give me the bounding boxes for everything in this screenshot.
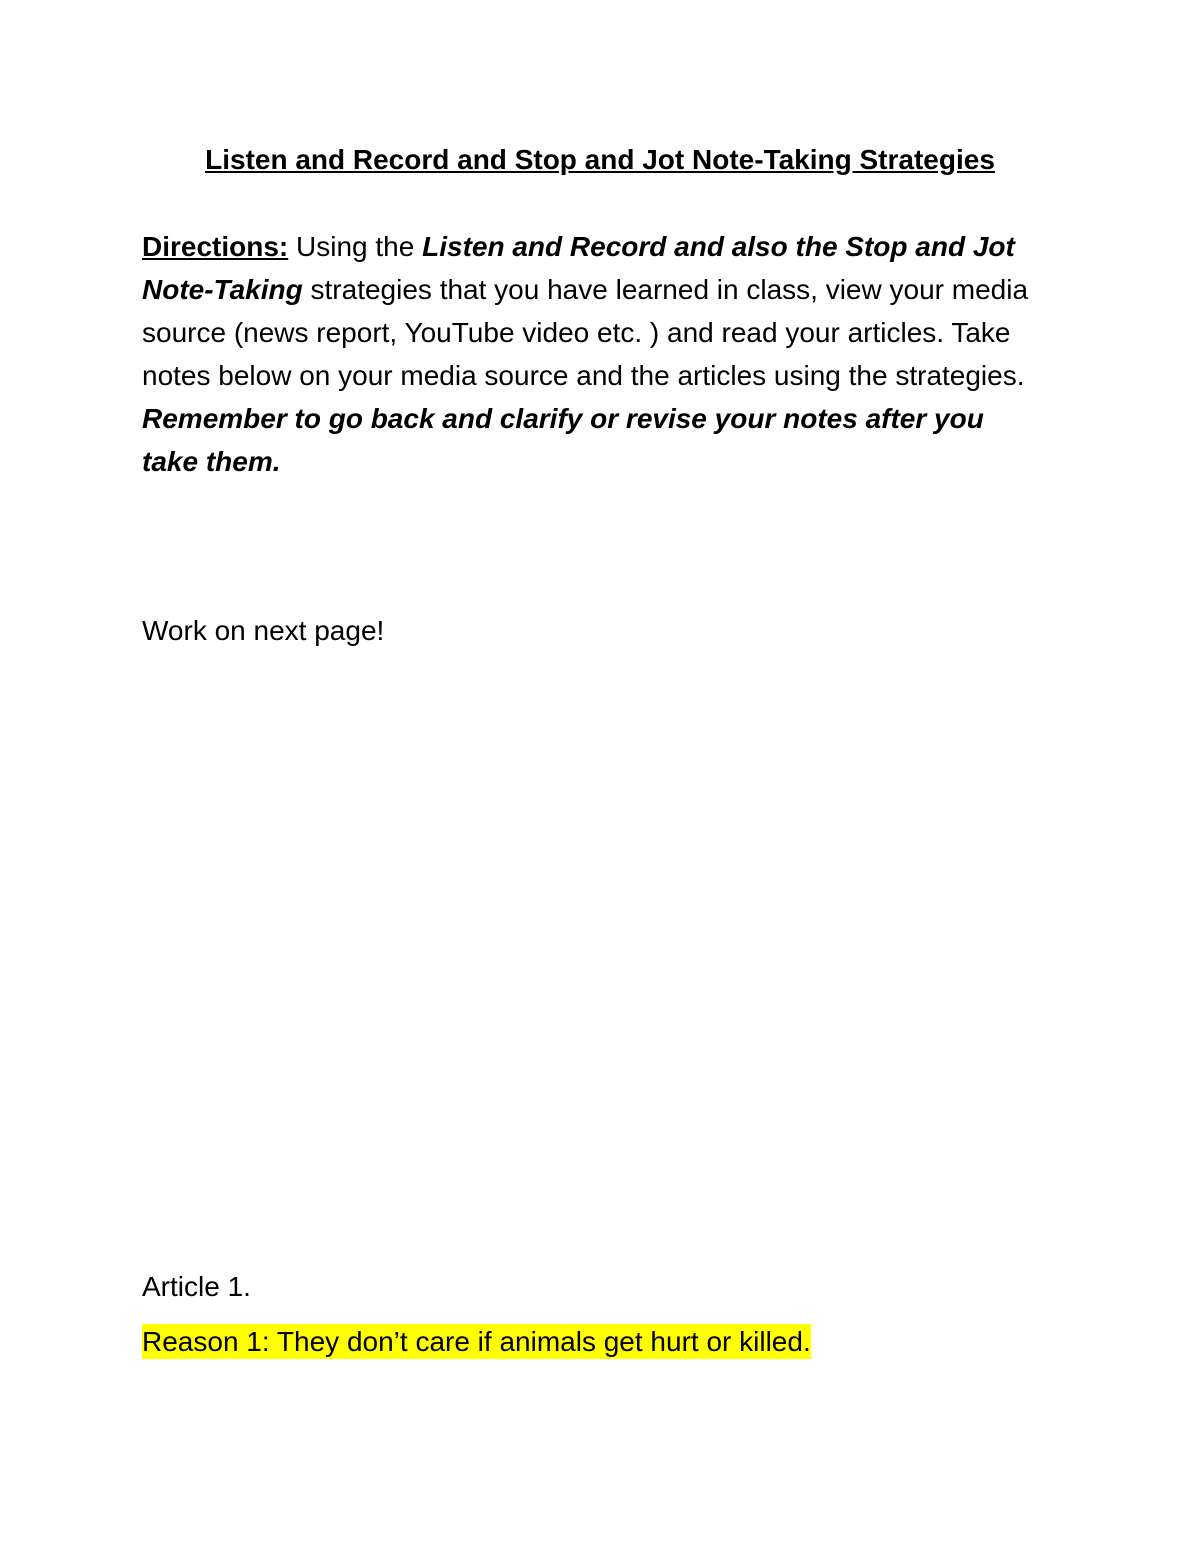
directions-paragraph bbox=[142, 225, 1042, 483]
directions-emphasis-strategies: Listen and Record and also the Stop and Jot Note-Taking bbox=[142, 231, 1015, 305]
directions-emphasis-reminder: Remember to go back and clarify or revise your notes after you take them. bbox=[142, 403, 984, 477]
article-heading: Article 1. bbox=[142, 1271, 251, 1302]
page-title: Listen and Record and Stop and Jot Note-Taking Strategies bbox=[205, 144, 995, 175]
directions-text-1: Using the bbox=[288, 231, 423, 262]
directions-text-2: strategies that you have learned in class, view your media source (news report, YouTube video etc. ) and read your articles. Take notes below on your media source and the articles using the strategies. bbox=[142, 274, 1029, 391]
work-next-page-note: Work on next page! bbox=[142, 615, 385, 646]
reason-line bbox=[142, 1322, 811, 1362]
reason-highlight: Reason 1: They don’t care if animals get hurt or killed. bbox=[142, 1326, 811, 1357]
directions-label: Directions: bbox=[142, 231, 289, 262]
